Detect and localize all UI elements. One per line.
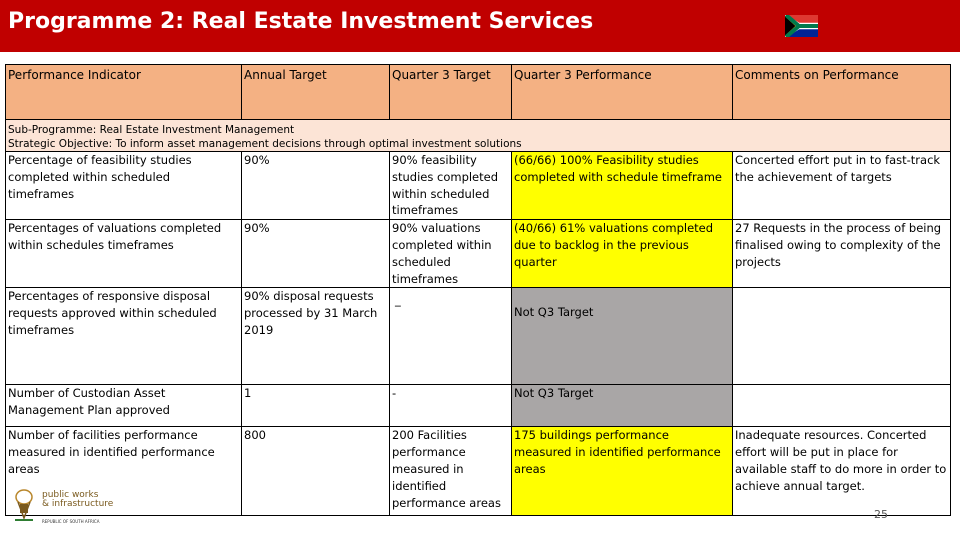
q3-target-cell xyxy=(390,288,512,385)
q3-performance-cell xyxy=(512,288,733,385)
table-row xyxy=(6,385,951,427)
comments-cell xyxy=(733,385,951,427)
department-name: public works & infrastructure xyxy=(42,490,114,509)
q3-target-cell: 90% valuations completed within scheduled timeframes xyxy=(390,220,512,288)
title-bar xyxy=(0,0,960,54)
indicator-cell: Percentages of valuations completed within schedules timeframes xyxy=(6,220,242,288)
q3-performance-cell: (66/66) 100% Feasibility studies completed with schedule timeframe xyxy=(512,152,733,220)
department-logo xyxy=(12,488,112,528)
annual-target-cell: 90% xyxy=(242,152,390,220)
performance-table xyxy=(5,64,951,516)
q3-performance-cell: 175 buildings performance measured in identified performance areas xyxy=(512,427,733,516)
table-row xyxy=(6,220,951,288)
indicator-cell: Number of facilities performance measured in identified performance areas xyxy=(6,427,242,516)
subprogramme-row xyxy=(6,120,951,152)
q3-target-cell: 200 Facilities performance measured in identified performance areas xyxy=(390,427,512,516)
table-row xyxy=(6,288,951,385)
annual-target-cell: 1 xyxy=(242,385,390,427)
header-comments: Comments on Performance xyxy=(733,65,951,120)
slide-title: Programme 2: Real Estate Investment Services xyxy=(8,9,594,34)
indicator-cell: Percentages of responsive disposal requests approved within scheduled timeframes xyxy=(6,288,242,385)
subprogramme-label: Sub-Programme: Real Estate Investment Management xyxy=(8,124,295,136)
header-annual-target: Annual Target xyxy=(242,65,390,120)
comments-cell xyxy=(733,288,951,385)
q3-performance-cell: Not Q3 Target xyxy=(512,385,733,427)
indicator-cell: Percentage of feasibility studies completed within scheduled timeframes xyxy=(6,152,242,220)
coat-of-arms-icon xyxy=(12,488,36,524)
annual-target-cell: 90% xyxy=(242,220,390,288)
south-africa-flag-icon xyxy=(785,15,818,37)
country-label: REPUBLIC OF SOUTH AFRICA xyxy=(42,519,100,524)
q3-performance-cell: (40/66) 61% valuations completed due to backlog in the previous quarter xyxy=(512,220,733,288)
strategic-objective-label: Strategic Objective: To inform asset management decisions through optimal investment solutions xyxy=(8,137,522,150)
q3-performance-value: Not Q3 Target xyxy=(514,305,594,320)
header-performance-indicator: Performance Indicator xyxy=(6,65,242,120)
q3-target-cell: - xyxy=(390,385,512,427)
q3-target-cell: 90% feasibility studies completed within scheduled timeframes xyxy=(390,152,512,220)
annual-target-cell: 90% disposal requests processed by 31 March 2019 xyxy=(242,288,390,385)
comments-cell: 27 Requests in the process of being finalised owing to complexity of the projects xyxy=(733,220,951,288)
indicator-cell: Number of Custodian Asset Management Plan approved xyxy=(6,385,242,427)
table-header-row xyxy=(6,65,951,120)
table-row xyxy=(6,152,951,220)
comments-cell: Inadequate resources. Concerted effort will be put in place for available staff to do more in order to achieve annual target. xyxy=(733,427,951,516)
table-row xyxy=(6,427,951,516)
header-quarter-3-target: Quarter 3 Target xyxy=(390,65,512,120)
comments-cell: Concerted effort put in to fast-track the achievement of targets xyxy=(733,152,951,220)
q3-target-value: _ xyxy=(395,293,401,308)
subprogramme-cell xyxy=(6,120,951,152)
annual-target-cell: 800 xyxy=(242,427,390,516)
header-quarter-3-performance: Quarter 3 Performance xyxy=(512,65,733,120)
page-number: 25 xyxy=(874,508,888,521)
